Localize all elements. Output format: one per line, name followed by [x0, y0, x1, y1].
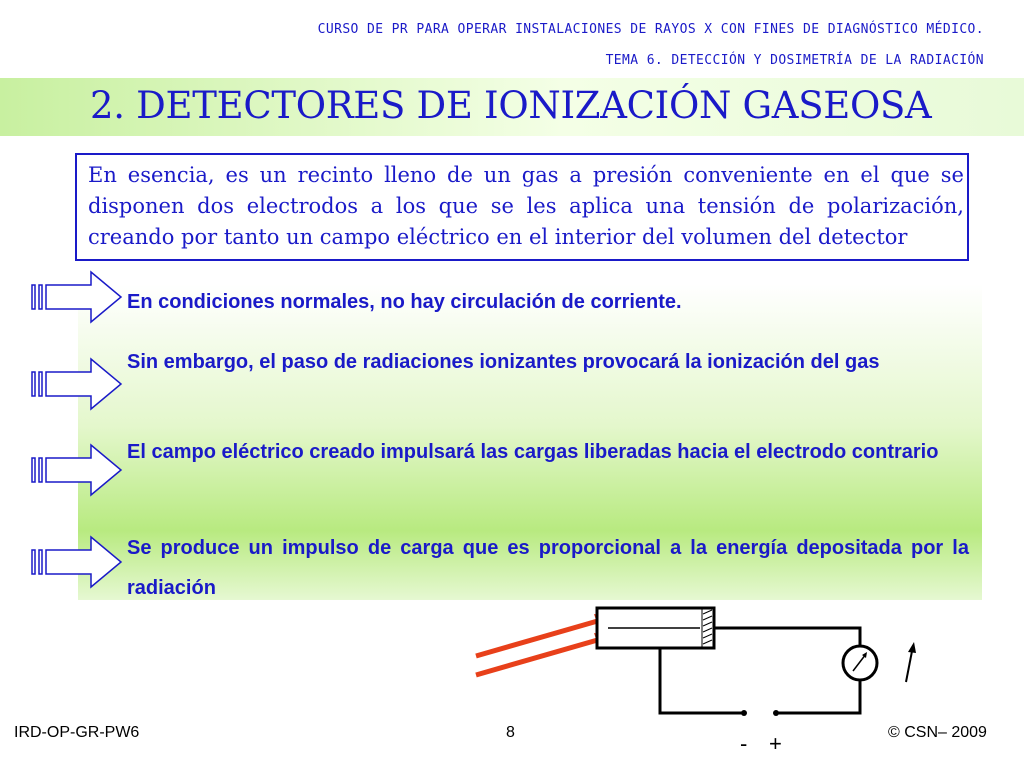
radiation-ray	[476, 637, 608, 675]
minus-label: -	[740, 731, 748, 756]
slide-code: IRD-OP-GR-PW6	[14, 724, 140, 741]
bullet-item: El campo eléctrico creado impulsará las cargas liberadas hacia el electrodo contrario	[127, 441, 939, 463]
circuit-wire	[778, 680, 860, 713]
terminal-minus	[741, 710, 747, 716]
page-number: 8	[506, 724, 515, 741]
arrow-icon	[31, 357, 123, 411]
ionization-chamber-diagram	[470, 600, 930, 768]
arrow-icon	[31, 535, 123, 589]
bullet-item: Sin embargo, el paso de radiaciones ionizantes provocará la ionización del gas	[127, 351, 880, 373]
bullet-item: En condiciones normales, no hay circulación de corriente.	[127, 291, 682, 313]
bullet-item: Se produce un impulso de carga que es proporcional a la energía depositada por la radiación	[127, 537, 969, 599]
slide-title: 2. DETECTORES DE IONIZACIÓN GASEOSA	[90, 84, 932, 127]
definition-text: En esencia, es un recinto lleno de un gas a presión conveniente en el que se disponen dos electrodos a los que se les aplica una tensión de polarización, creando por tanto un campo eléctrico en el interior del volumen del detector	[88, 163, 964, 249]
circuit-wire	[714, 628, 860, 646]
arrow-icon	[31, 443, 123, 497]
radiation-ray	[476, 618, 608, 656]
copyright: © CSN– 2009	[888, 724, 987, 741]
arrow-icon	[31, 270, 123, 324]
circuit-wire	[660, 648, 742, 713]
topic-header: TEMA 6. DETECCIÓN Y DOSIMETRÍA DE LA RADIACIÓN	[605, 53, 984, 68]
course-header: CURSO DE PR PARA OPERAR INSTALACIONES DE RAYOS X CON FINES DE DIAGNÓSTICO MÉDICO.	[317, 22, 984, 37]
terminal-plus	[773, 710, 779, 716]
plus-label: +	[769, 731, 782, 756]
